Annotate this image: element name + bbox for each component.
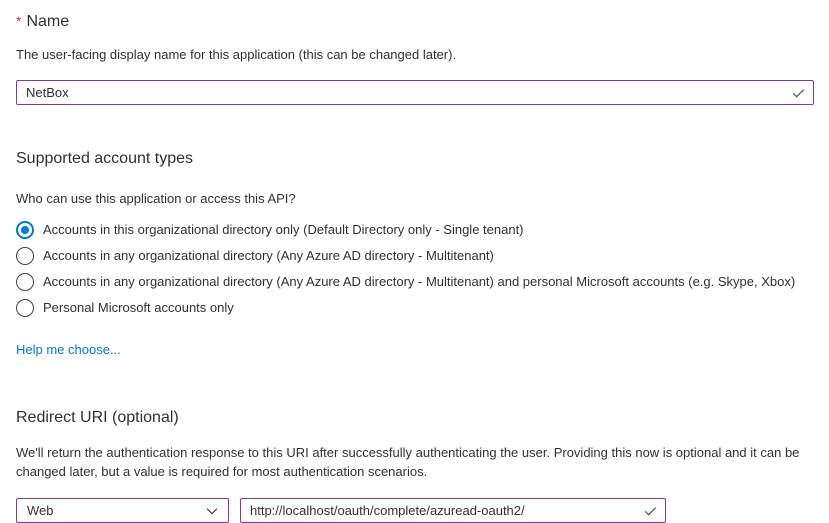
radio-option-label: Accounts in any organizational directory (Any Azure AD directory - Multitenant) <box>43 248 494 263</box>
radio-button-icon <box>16 299 34 317</box>
redirect-uri-title: Redirect URI (optional) <box>16 409 179 426</box>
chevron-down-icon <box>205 504 219 518</box>
account-types-radio-group <box>16 217 814 321</box>
platform-select-value: Web <box>27 503 54 518</box>
radio-option-label: Personal Microsoft accounts only <box>43 300 234 315</box>
radio-option-label: Accounts in any organizational directory (Any Azure AD directory - Multitenant) and personal Microsoft accounts (e.g. Skype, Xbox) <box>43 274 796 289</box>
radio-option-label: Accounts in this organizational directory only (Default Directory only - Single tenant) <box>43 222 524 237</box>
name-input[interactable] <box>16 80 814 105</box>
radio-option-multitenant-personal[interactable] <box>16 269 814 295</box>
redirect-uri-description: We'll return the authentication response to this URI after successfully authenticating the user. Providing this now is optional and it can be changed later, but a value is required for most authentication scenarios. <box>16 445 800 479</box>
account-types-title: Supported account types <box>16 150 194 167</box>
radio-button-icon <box>16 273 34 291</box>
redirect-uri-input[interactable] <box>240 498 666 523</box>
radio-button-icon <box>16 221 34 239</box>
radio-option-multitenant[interactable] <box>16 243 814 269</box>
name-section-title <box>16 11 814 32</box>
platform-select[interactable] <box>16 498 229 523</box>
required-asterisk: * <box>16 13 22 29</box>
redirect-uri-controls <box>16 498 814 523</box>
name-description: The user-facing display name for this application (this can be changed later). <box>16 47 457 62</box>
radio-option-personal-only[interactable] <box>16 295 814 321</box>
radio-option-single-tenant[interactable] <box>16 217 814 243</box>
help-me-choose-link[interactable]: Help me choose... <box>16 342 121 357</box>
radio-button-icon <box>16 247 34 265</box>
name-title-text: Name <box>26 13 70 30</box>
name-input-wrap <box>16 80 814 105</box>
account-types-question: Who can use this application or access this API? <box>16 191 296 206</box>
uri-input-wrap <box>240 498 666 523</box>
